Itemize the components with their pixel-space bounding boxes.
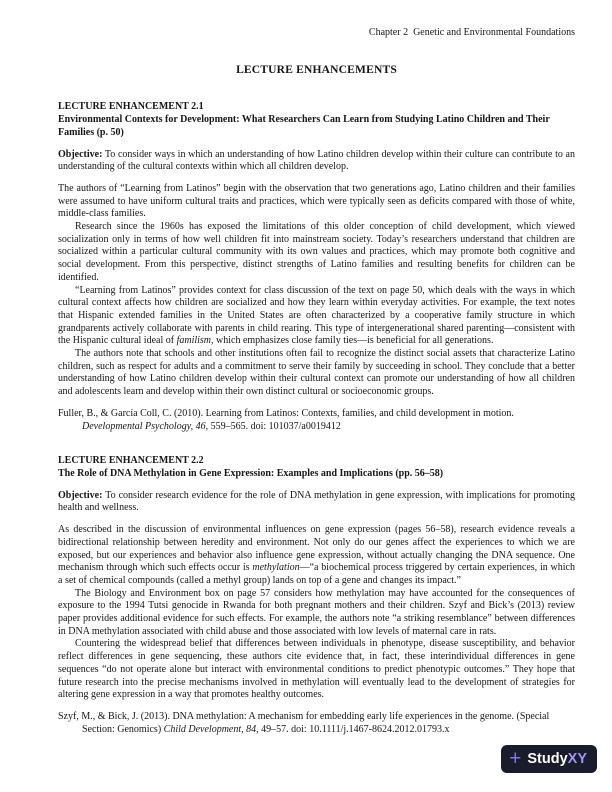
logo-text-xy: XY (567, 750, 587, 767)
citation-run: Fuller, B., & García Coll, C. (2010). Learning from Latinos: Contexts, families, and child development in motion. (58, 407, 514, 419)
italic-term: familism, (176, 335, 214, 347)
page-title: LECTURE ENHANCEMENTS (236, 63, 397, 76)
objective-label: Objective: (58, 489, 103, 501)
section-lecture-enhancement-2-2 (58, 455, 575, 736)
italic-term: methylation (252, 562, 300, 574)
studyxy-logo-badge[interactable] (501, 745, 597, 773)
body-paragraph (58, 524, 575, 588)
citation-journal: Developmental Psychology, 46, (82, 420, 209, 432)
body-paragraph: The Biology and Environment box on page 57 considers how methylation may have accounted for the consequences of exposure to the 1994 Tutsi genocide in Rwanda for both pregnant mothers and their children. Szyf and Bick’s (2013) review paper provides additional evidence for such effects. For example, the authors note “a striking resemblance” between differences in DNA methylation associated with child abuse and those associated with low levels of maternal care in rats. (58, 587, 575, 637)
paragraph-run: which emphasizes close family ties—is beneficial for all generations. (213, 335, 494, 347)
paragraph-run: —“a biochemical process triggered by certain experiences, in which a set of chemical compounds (called a methyl group) lands on top of a gene and changes its impact.” (58, 562, 575, 586)
objective-label: Objective: (58, 148, 103, 160)
section-id: LECTURE ENHANCEMENT 2.2 (58, 455, 204, 467)
paragraph-run: “Learning from Latinos” provides context for class discussion of the text on page 50, which deals with the ways in which cultural context affects how children are socialized and how they learn within everyday activities. For example, the text notes that Hispanic extended families in the United States are often characterized by a cooperative family structure in which grandparents actively collaborate with parents in child rearing. This type of intergenerational shared parenting—consistent with the Hispanic cultural ideal of (58, 284, 575, 347)
running-header: Chapter 2 Genetic and Environmental Foundations (368, 27, 575, 38)
reference-citation (58, 408, 575, 433)
logo-text-study: Study (527, 750, 568, 767)
objective-text: To consider research evidence for the role of DNA methylation in gene expression, with implications for promoting health and wellness. (58, 489, 575, 514)
body-paragraph: The authors note that schools and other institutions often fail to recognize the distinct social assets that characterize Latino children, such as respect for adults and a commitment to serve their family by succeeding in school. They conclude that a better understanding of how Latino children develop within their cultural context can promote our understanding of how all children and adolescents learn and develop within their own distinct cultural or socioeconomic groups. (58, 348, 575, 398)
reference-citation (58, 711, 575, 736)
objective-paragraph (58, 490, 575, 515)
plus-icon: + (509, 746, 522, 770)
citation-journal: Child Development, 84, (163, 723, 259, 735)
body-paragraph: Countering the widespread belief that differences between individuals in phenotype, disease susceptibility, and behavior reflect differences in gene sequencing, these authors cite evidence that, in fact, these interindividual differences in gene sequences “do not operate alone but interact with environmental conditions to predict phenotypic outcomes.” They hope that future research into the precise mechanisms involved in methylation will eventually lead to the development of strategies for altering gene expression in a way that promotes healthy outcomes. (58, 638, 575, 701)
section-heading: The Role of DNA Methylation in Gene Expression: Examples and Implications (pp. 56–58) (58, 467, 444, 479)
paragraph-run: As described in the discussion of environmental influences on gene expression (pages 56–58), research evidence reveals a bidirectional relationship between heredity and environment. Not only do our genes affect the experiences to which we are exposed, but our experiences and behavior also influence gene expression, without actually changing the DNA sequence. One mechanism through which such effects occur is (58, 524, 575, 574)
objective-paragraph (58, 149, 575, 174)
citation-run: 559–565. doi: 101037/a0019412 (208, 420, 341, 432)
body-paragraph: The authors of “Learning from Latinos” begin with the observation that two generations ago, Latino children and their families were assumed to have uniform cultural traits and practices, which were typically seen as deficits compared with those of white, middle-class families. (58, 182, 575, 220)
section-id: LECTURE ENHANCEMENT 2.1 (58, 101, 204, 113)
section-lecture-enhancement-2-1 (58, 101, 575, 433)
body-paragraph (58, 285, 575, 349)
citation-run: Szyf, M., & Bick, J. (2013). DNA methylation: A mechanism for embedding early life experiences in the genome. (Special Section: Genomics) (58, 710, 550, 735)
body-paragraph: Research since the 1960s has exposed the limitations of this older conception of child development, which viewed socialization only in terms of how well children fit into mainstream society. Today’s researchers understand that children are socialized within a particular cultural community with its own values and practices, which may promote both cognitive and social development. From this perspective, distinct strengths of Latino families and resulting benefits for children can be identified. (58, 221, 575, 283)
citation-run: 49–57. doi: 10.1111/j.1467-8624.2012.01793.x (258, 723, 450, 735)
objective-text: To consider ways in which an understanding of how Latino children develop within their culture can contribute to an understanding of the cultural contexts within which all children develop. (58, 148, 575, 173)
section-heading: Environmental Contexts for Development: What Researchers Can Learn from Studying Latino Children and Their Families (p. 50) (58, 114, 550, 138)
